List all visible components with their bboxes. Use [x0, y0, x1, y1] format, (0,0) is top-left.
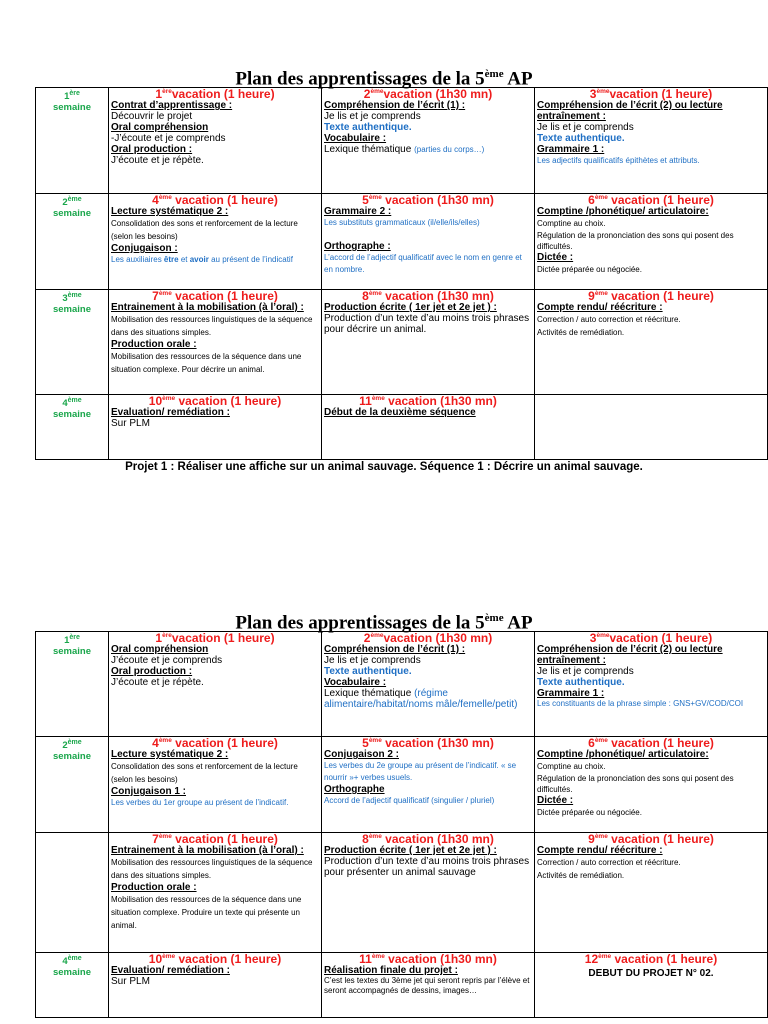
heading: Compte rendu/ réécriture :	[537, 845, 663, 856]
text: Je lis et je comprends	[324, 111, 421, 122]
plan1-cell-v11	[322, 395, 535, 460]
plan1-week-1: 1ère semaine	[36, 88, 109, 194]
plan1-cell-v6	[535, 194, 768, 290]
plan1-title-text: Plan des apprentissages de la 5	[235, 68, 485, 90]
heading: Production orale :	[111, 882, 197, 893]
text: Je lis et je comprends	[324, 655, 421, 666]
small-text: Activités de remédiation.	[537, 328, 625, 337]
plan2-cell-v3	[535, 632, 768, 737]
vacation-12-header: 12ème vacation (1 heure)	[584, 952, 718, 966]
blue-text: Les constituants de la phrase simple : GNS+GV/COD/COI	[537, 699, 744, 708]
plan2-cell-v9	[535, 833, 768, 953]
blue-text: L’accord de l’adjectif qualificatif avec le nom en genre et en nombre.	[324, 253, 522, 274]
plan2-table	[35, 631, 768, 1018]
heading: Oral production :	[111, 144, 193, 155]
small-text: Mobilisation des ressources linguistiques de la séquence dans des situations simples.	[111, 315, 313, 337]
heading: Réalisation finale du projet :	[324, 965, 458, 976]
vacation-1-header: 1èrevacation (1 heure)	[155, 87, 275, 101]
project-2-start: DEBUT DU PROJET N° 02.	[588, 968, 714, 979]
vacation-10-header: 10ème vacation (1 heure)	[148, 394, 282, 408]
heading: Compréhension de l’écrit (1) :	[324, 644, 466, 655]
text: J’écoute et je comprends	[111, 655, 223, 666]
plan2-title-text: Plan des apprentissages de la 5	[235, 612, 485, 634]
vacation-10-header: 10ème vacation (1 heure)	[148, 952, 282, 966]
plan1-cell-v1	[109, 88, 322, 194]
plan2-week-4: 4ème semaine	[36, 953, 109, 1018]
plan2-cell-v2	[322, 632, 535, 737]
heading: Oral compréhension	[111, 122, 209, 133]
blue-text: Texte authentique.	[537, 133, 625, 144]
blue-text: Les verbes du 1er groupe au présent de l’indicatif.	[111, 798, 289, 807]
heading: Oral production :	[111, 666, 193, 677]
heading: Vocabulaire :	[324, 133, 387, 144]
vacation-5-header: 5ème vacation (1h30 mn)	[362, 736, 494, 750]
heading: Entrainement à la mobilisation (à l’oral) :	[111, 845, 304, 856]
heading: Evaluation/ remédiation :	[111, 407, 230, 418]
plan1-week-3: 3ème semaine	[36, 290, 109, 395]
vacation-11-header: 11ème vacation (1h30 mn)	[359, 952, 497, 966]
vacation-2-header: 2èmevacation (1h30 mn)	[363, 631, 493, 645]
small-text: Comptine au choix.	[537, 219, 606, 228]
plan2-cell-v10	[109, 953, 322, 1018]
vacation-9-header: 9ème vacation (1 heure)	[588, 832, 714, 846]
small-text: Mobilisation des ressources de la séquence dans une situation complexe. Produire un texte qui présente un animal.	[111, 895, 302, 930]
blue-text: Les substituts grammaticaux (il/elle/ils/elles)	[324, 218, 480, 227]
small-text: Dictée préparée ou négociée.	[537, 808, 642, 817]
plan1-project-line: Projet 1 : Réaliser une affiche sur un animal sauvage. Séquence 1 : Décrire un animal sauvage.	[125, 461, 643, 473]
text: Découvrir le projet	[111, 111, 193, 122]
plan2-cell-v11	[322, 953, 535, 1018]
vacation-7-header: 7ème vacation (1 heure)	[152, 832, 278, 846]
plan2-cell-v6	[535, 737, 768, 833]
text: Production d’un texte d’au moins trois phrases pour décrire un animal.	[324, 313, 530, 335]
plan1-week-2: 2ème semaine	[36, 194, 109, 290]
plan1-cell-v4	[109, 194, 322, 290]
plan2-week-2: 2ème semaine	[36, 737, 109, 833]
text: Je lis et je comprends	[537, 122, 634, 133]
plan2-cell-v8	[322, 833, 535, 953]
small-text: Correction / auto correction et réécriture.	[537, 858, 681, 867]
small-text: Mobilisation des ressources de la séquence dans une situation complexe. Pour décrire un animal.	[111, 352, 302, 374]
text: Sur PLM	[111, 976, 150, 987]
heading: Orthographe :	[324, 241, 391, 252]
small-text: Correction / auto correction et réécriture.	[537, 315, 681, 324]
text: -J’écoute et je comprends	[111, 133, 226, 144]
text: J’écoute et je répète.	[111, 677, 204, 688]
plan2-cell-v4	[109, 737, 322, 833]
vacation-3-header: 3èmevacation (1 heure)	[589, 87, 713, 101]
plan1-table	[35, 87, 768, 460]
heading: Production orale :	[111, 339, 197, 350]
text: J’écoute et je répète.	[111, 155, 204, 166]
blue-text: Accord de l’adjectif qualificatif (singulier / pluriel)	[324, 796, 495, 805]
text: Lexique thématique (régime alimentaire/habitat/noms mâle/femelle/petit)	[324, 688, 518, 710]
plan1-cell-v9	[535, 290, 768, 395]
vacation-2-header: 2èmevacation (1h30 mn)	[363, 87, 493, 101]
heading: Conjugaison :	[111, 243, 178, 254]
text: Je lis et je comprends	[537, 666, 634, 677]
plan1-title-end: AP	[503, 68, 533, 90]
heading: Lecture systématique 2 :	[111, 206, 229, 217]
small-text: Mobilisation des ressources linguistiques de la séquence dans des situations simples.	[111, 858, 313, 880]
heading: Début de la deuxième séquence	[324, 407, 476, 418]
heading: Production écrite ( 1er jet et 2e jet ) :	[324, 302, 497, 313]
heading: Lecture systématique 2 :	[111, 749, 229, 760]
vacation-6-header: 6ème vacation (1 heure)	[588, 736, 714, 750]
heading: Comptine /phonétique/ articulatoire:	[537, 206, 709, 217]
plan2-title-end: AP	[503, 612, 533, 634]
heading: Compte rendu/ réécriture :	[537, 302, 663, 313]
vacation-8-header: 8ème vacation (1h30 mn)	[362, 832, 494, 846]
small-text: Dictée préparée ou négociée.	[537, 265, 642, 274]
vacation-6-header: 6ème vacation (1 heure)	[588, 193, 714, 207]
heading: Entrainement à la mobilisation (à l’oral) :	[111, 302, 304, 313]
blue-text: Les adjectifs qualificatifs épithètes et attributs.	[537, 156, 700, 165]
plan1-cell-empty	[535, 395, 768, 460]
blue-text: Texte authentique.	[537, 677, 625, 688]
vacation-8-header: 8ème vacation (1h30 mn)	[362, 289, 494, 303]
heading: Conjugaison 2 :	[324, 749, 399, 760]
text: Lexique thématique (parties du corps…)	[324, 144, 485, 155]
small-text: Consolidation des sons et renforcement de la lecture (selon les besoins)	[111, 762, 298, 784]
text: Production d’un texte d’au moins trois phrases pour présenter un animal sauvage	[324, 856, 530, 878]
heading: Oral compréhension	[111, 644, 209, 655]
plan2-cell-v7	[109, 833, 322, 953]
heading: Vocabulaire :	[324, 677, 387, 688]
plan1-cell-v8	[322, 290, 535, 395]
plan1-cell-v10	[109, 395, 322, 460]
blue-text: Les auxiliaires être et avoir au présent de l’indicatif	[111, 255, 293, 264]
vacation-3-header: 3èmevacation (1 heure)	[589, 631, 713, 645]
vacation-7-header: 7ème vacation (1 heure)	[152, 289, 278, 303]
vacation-9-header: 9ème vacation (1 heure)	[588, 289, 714, 303]
vacation-11-header: 11ème vacation (1h30 mn)	[359, 394, 497, 408]
plan2-week-1: 1ère semaine	[36, 632, 109, 737]
plan1-week-4: 4ème semaine	[36, 395, 109, 460]
heading: Conjugaison 1 :	[111, 786, 186, 797]
plan2-cell-v1	[109, 632, 322, 737]
heading: Comptine /phonétique/ articulatoire:	[537, 749, 709, 760]
heading: Grammaire 1 :	[537, 688, 605, 699]
heading: Dictée :	[537, 795, 574, 806]
plan1-cell-v2	[322, 88, 535, 194]
plan2-cell-v12	[535, 953, 768, 1018]
blue-text: Les verbes du 2e groupe au présent de l’indicatif. « se nourrir »+ verbes usuels.	[324, 761, 517, 782]
small-text: Régulation de la prononciation des sons qui posent des difficultés.	[537, 231, 734, 251]
small-text: Comptine au choix.	[537, 762, 606, 771]
small-text: Activités de remédiation.	[537, 871, 625, 880]
blue-text: Texte authentique.	[324, 666, 412, 677]
vacation-4-header: 4ème vacation (1 heure)	[152, 736, 278, 750]
plan2-title-sup: ème	[484, 612, 504, 624]
plan1-title-sup: ème	[484, 68, 504, 80]
heading: Contrat d’apprentissage :	[111, 100, 233, 111]
plan1-cell-v3	[535, 88, 768, 194]
heading: Dictée :	[537, 252, 574, 263]
heading: Compréhension de l’écrit (2) ou lecture entraînement :	[537, 644, 723, 666]
small-text: Régulation de la prononciation des sons qui posent des difficultés.	[537, 774, 734, 794]
heading: Grammaire 1 :	[537, 144, 605, 155]
heading: Grammaire 2 :	[324, 206, 392, 217]
text: Sur PLM	[111, 418, 150, 429]
vacation-1-header: 1èrevacation (1 heure)	[155, 631, 275, 645]
heading: Compréhension de l’écrit (1) :	[324, 100, 466, 111]
vacation-4-header: 4ème vacation (1 heure)	[152, 193, 278, 207]
plan1-cell-v7	[109, 290, 322, 395]
plan2-week-3	[36, 833, 109, 953]
plan1-cell-v5	[322, 194, 535, 290]
heading: Compréhension de l’écrit (2) ou lecture entraînement :	[537, 100, 723, 122]
small-text: C’est les textes du 3ème jet qui seront repris par l’élève et seront accompagnés de dessins, images…	[324, 976, 530, 995]
heading: Orthographe	[324, 784, 385, 795]
heading: Evaluation/ remédiation :	[111, 965, 230, 976]
plan2-cell-v5	[322, 737, 535, 833]
vacation-5-header: 5ème vacation (1h30 mn)	[362, 193, 494, 207]
blue-text: Texte authentique.	[324, 122, 412, 133]
heading: Production écrite ( 1er jet et 2e jet ) :	[324, 845, 497, 856]
small-text: Consolidation des sons et renforcement de la lecture (selon les besoins)	[111, 219, 298, 241]
